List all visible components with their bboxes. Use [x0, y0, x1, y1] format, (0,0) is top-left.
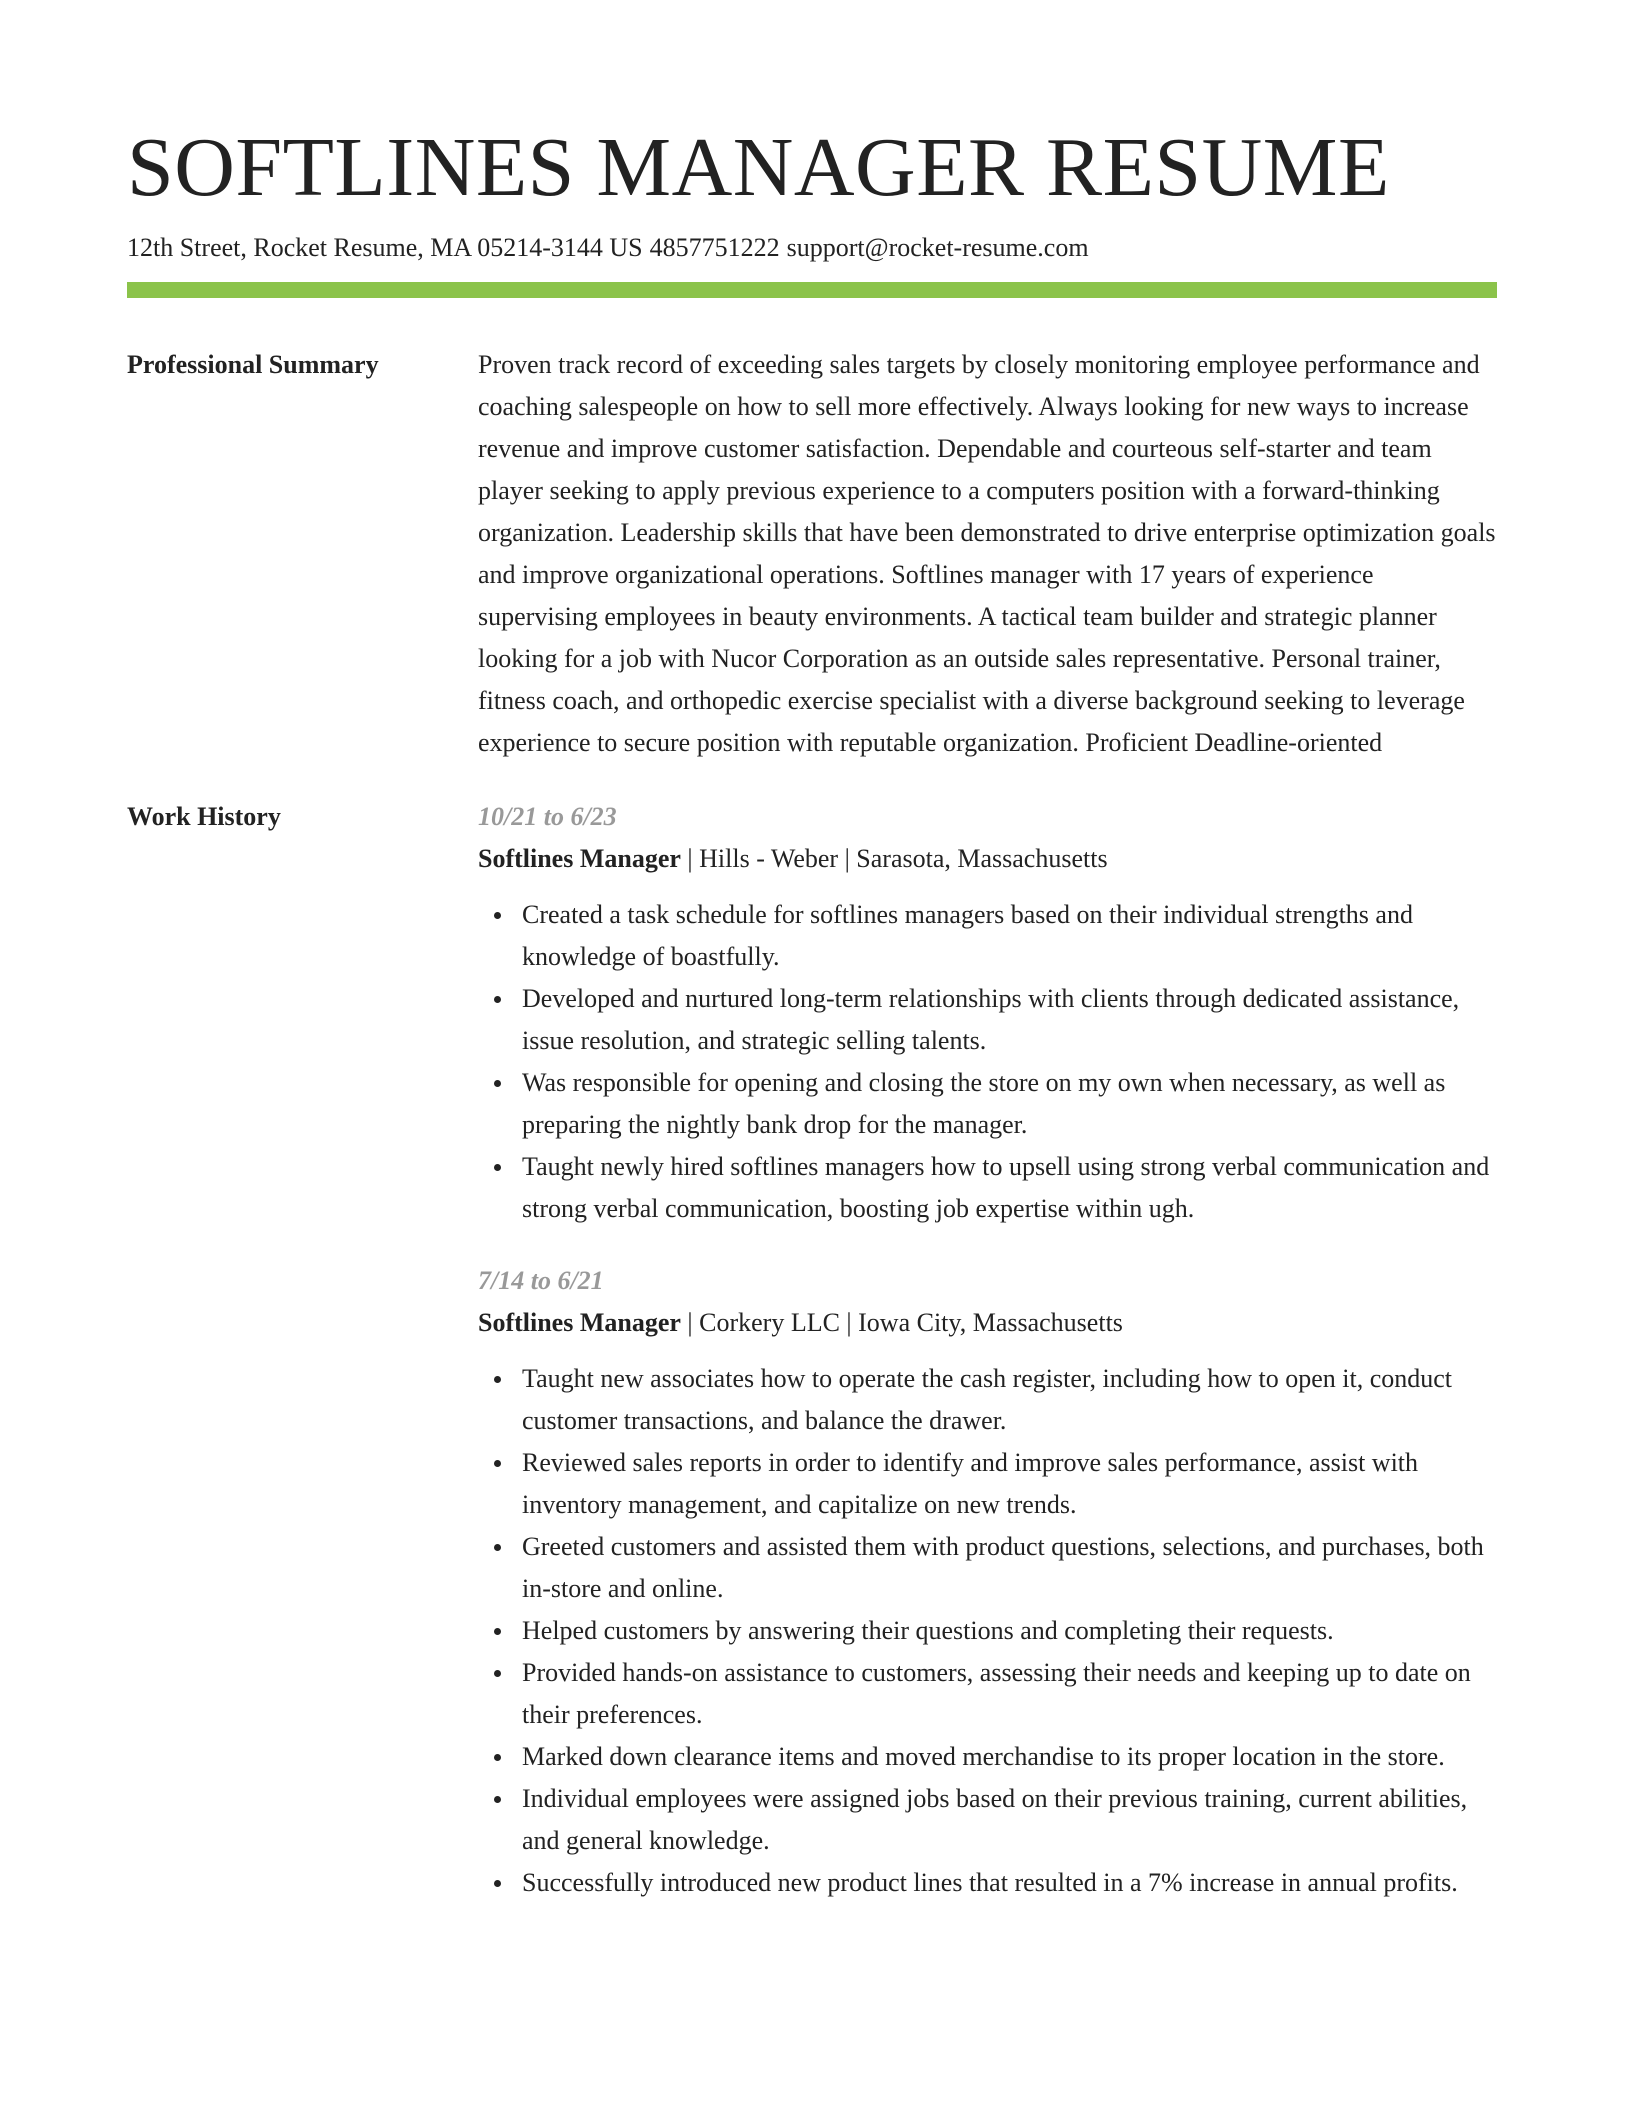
job-title: Softlines Manager [478, 1308, 681, 1337]
job-entry [478, 796, 1497, 1230]
section-professional-summary [127, 344, 1497, 764]
job-bullet-list [478, 894, 1497, 1230]
job-details: | Corkery LLC | Iowa City, Massachusetts [680, 1308, 1123, 1337]
job-bullet-list [478, 1358, 1497, 1904]
job-bullet: Created a task schedule for softlines managers based on their individual strengths and knowledge of boastfully. [522, 894, 1497, 978]
job-bullet: Provided hands-on assistance to customers, assessing their needs and keeping up to date on their preferences. [522, 1652, 1497, 1736]
job-bullet: Reviewed sales reports in order to identify and improve sales performance, assist with inventory management, and capitalize on new trends. [522, 1442, 1497, 1526]
contact-address: 12th Street, Rocket Resume, MA 05214-3144 US [127, 233, 643, 262]
job-bullet: Individual employees were assigned jobs based on their previous training, current abilities, and general knowledge. [522, 1778, 1497, 1862]
job-title-line [478, 838, 1497, 880]
job-bullet: Was responsible for opening and closing the store on my own when necessary, as well as preparing the nightly bank drop for the manager. [522, 1062, 1497, 1146]
contact-email: support@rocket-resume.com [786, 233, 1089, 262]
job-entry [478, 1260, 1497, 1904]
resume-page [127, 118, 1497, 1904]
job-details: | Hills - Weber | Sarasota, Massachusetts [680, 844, 1108, 873]
section-label-summary: Professional Summary [127, 350, 379, 379]
job-bullet: Greeted customers and assisted them with product questions, selections, and purchases, both in-store and online. [522, 1526, 1497, 1610]
header-divider [127, 282, 1497, 298]
job-bullet: Successfully introduced new product lines that resulted in a 7% increase in annual profits. [522, 1862, 1497, 1904]
summary-body [478, 344, 1497, 764]
section-label-work-history: Work History [127, 802, 281, 831]
resume-title: SOFTLINES MANAGER RESUME [127, 121, 1390, 214]
job-dates: 10/21 to 6/23 [478, 802, 617, 831]
work-history-body [478, 796, 1497, 1904]
job-dates: 7/14 to 6/21 [478, 1266, 604, 1295]
job-bullet: Taught newly hired softlines managers how to upsell using strong verbal communication and strong verbal communication, boosting job expertise within ugh. [522, 1146, 1497, 1230]
job-title-line [478, 1302, 1497, 1344]
section-work-history [127, 796, 1497, 1904]
summary-text: Proven track record of exceeding sales targets by closely monitoring employee performance and coaching salespeople on how to sell more effectively. Always looking for new ways to increase revenue and improve customer satisfaction. Dependable and courteous self-starter and team player seeking to apply previous experience to a computers position with a forward-thinking organization. Leadership skills that have been demonstrated to drive enterprise optimization goals and improve organizational operations. Softlines manager with 17 years of experience supervising employees in beauty environments. A tactical team builder and strategic planner looking for a job with Nucor Corporation as an outside sales representative. Personal trainer, fitness coach, and orthopedic exercise specialist with a diverse background seeking to leverage experience to secure position with reputable organization. Proficient Deadline-oriented [478, 350, 1496, 757]
job-title: Softlines Manager [478, 844, 681, 873]
job-bullet: Helped customers by answering their questions and completing their requests. [522, 1610, 1497, 1652]
contact-line [127, 230, 1497, 266]
job-bullet: Developed and nurtured long-term relationships with clients through dedicated assistance, issue resolution, and strategic selling talents. [522, 978, 1497, 1062]
job-bullet: Taught new associates how to operate the cash register, including how to open it, conduct customer transactions, and balance the drawer. [522, 1358, 1497, 1442]
job-bullet: Marked down clearance items and moved merchandise to its proper location in the store. [522, 1736, 1497, 1778]
contact-phone: 4857751222 [649, 233, 780, 262]
